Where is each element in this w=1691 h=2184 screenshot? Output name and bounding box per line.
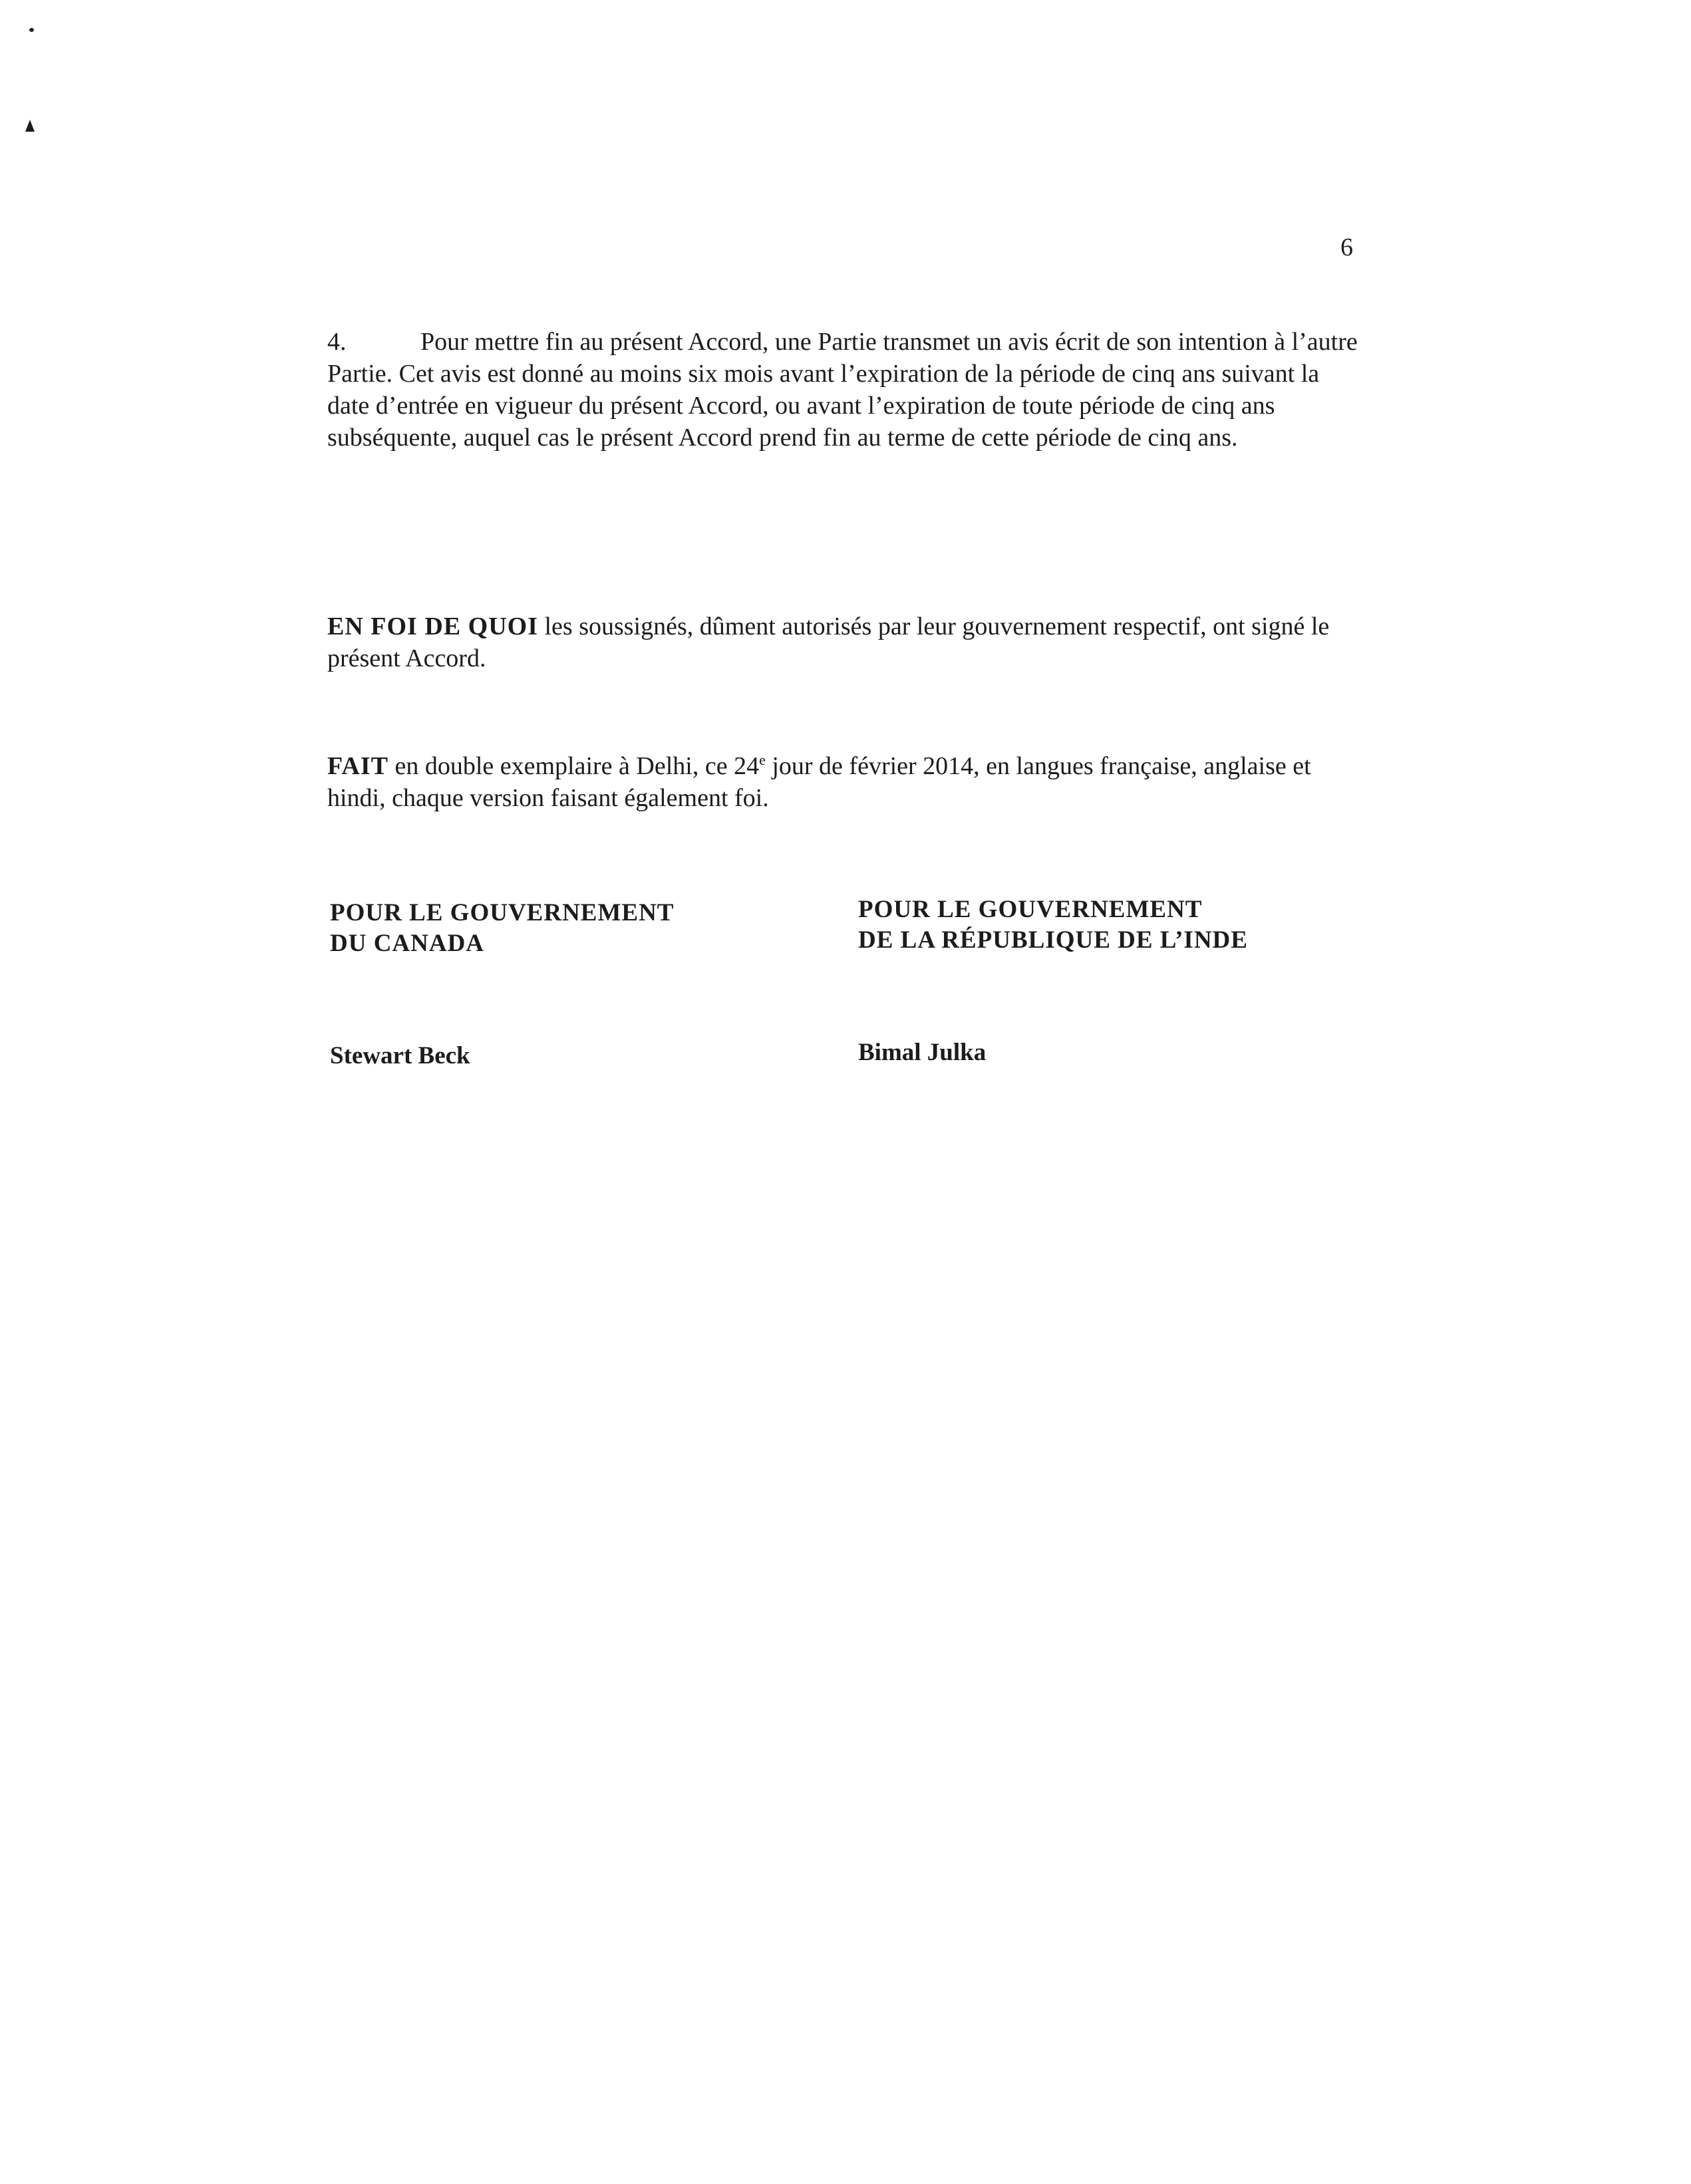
witness-lead: EN FOI DE QUOI	[327, 613, 538, 640]
paragraph-number: 4.	[327, 328, 347, 356]
scan-speck	[29, 28, 34, 32]
signature-block-india	[858, 894, 1248, 956]
done-at-text-after: jour de février 2014, en langues française, anglaise et hindi, chaque version faisant également foi.	[327, 752, 1311, 812]
done-at-text-before: en double exemplaire à Delhi, ce 24	[388, 752, 760, 780]
signer-name-india: Bimal Julka	[858, 1039, 987, 1066]
paragraph-4-text: Pour mettre fin au présent Accord, une Partie transmet un avis écrit de son intention à l’autre Partie. Cet avis est donné au moins six mois avant l’expiration de la période de cinq ans suivant la date d’entrée en vigueur du présent Accord, ou avant l’expiration de toute période de cinq ans subséquente, auquel cas le présent Accord prend fin au terme de cette période de cinq ans.	[327, 328, 1358, 452]
signature-india-line1: POUR LE GOUVERNEMENT	[858, 896, 1203, 923]
ordinal-superscript: e	[759, 751, 766, 768]
witness-clause	[327, 611, 1365, 674]
page-number: 6	[1340, 233, 1353, 261]
signature-canada-line2: DU CANADA	[330, 930, 485, 957]
paragraph-4	[327, 326, 1365, 454]
signature-block-canada	[330, 898, 674, 959]
done-at-lead: FAIT	[327, 752, 388, 780]
signer-name-canada: Stewart Beck	[330, 1042, 470, 1069]
signature-india-line2: DE LA RÉPUBLIQUE DE L’INDE	[858, 926, 1248, 954]
done-at-clause	[327, 750, 1365, 814]
scan-mark-triangle	[25, 120, 35, 132]
signature-canada-line1: POUR LE GOUVERNEMENT	[330, 899, 675, 926]
witness-text: les soussignés, dûment autorisés par leur gouvernement respectif, ont signé le présent Accord.	[327, 613, 1330, 672]
